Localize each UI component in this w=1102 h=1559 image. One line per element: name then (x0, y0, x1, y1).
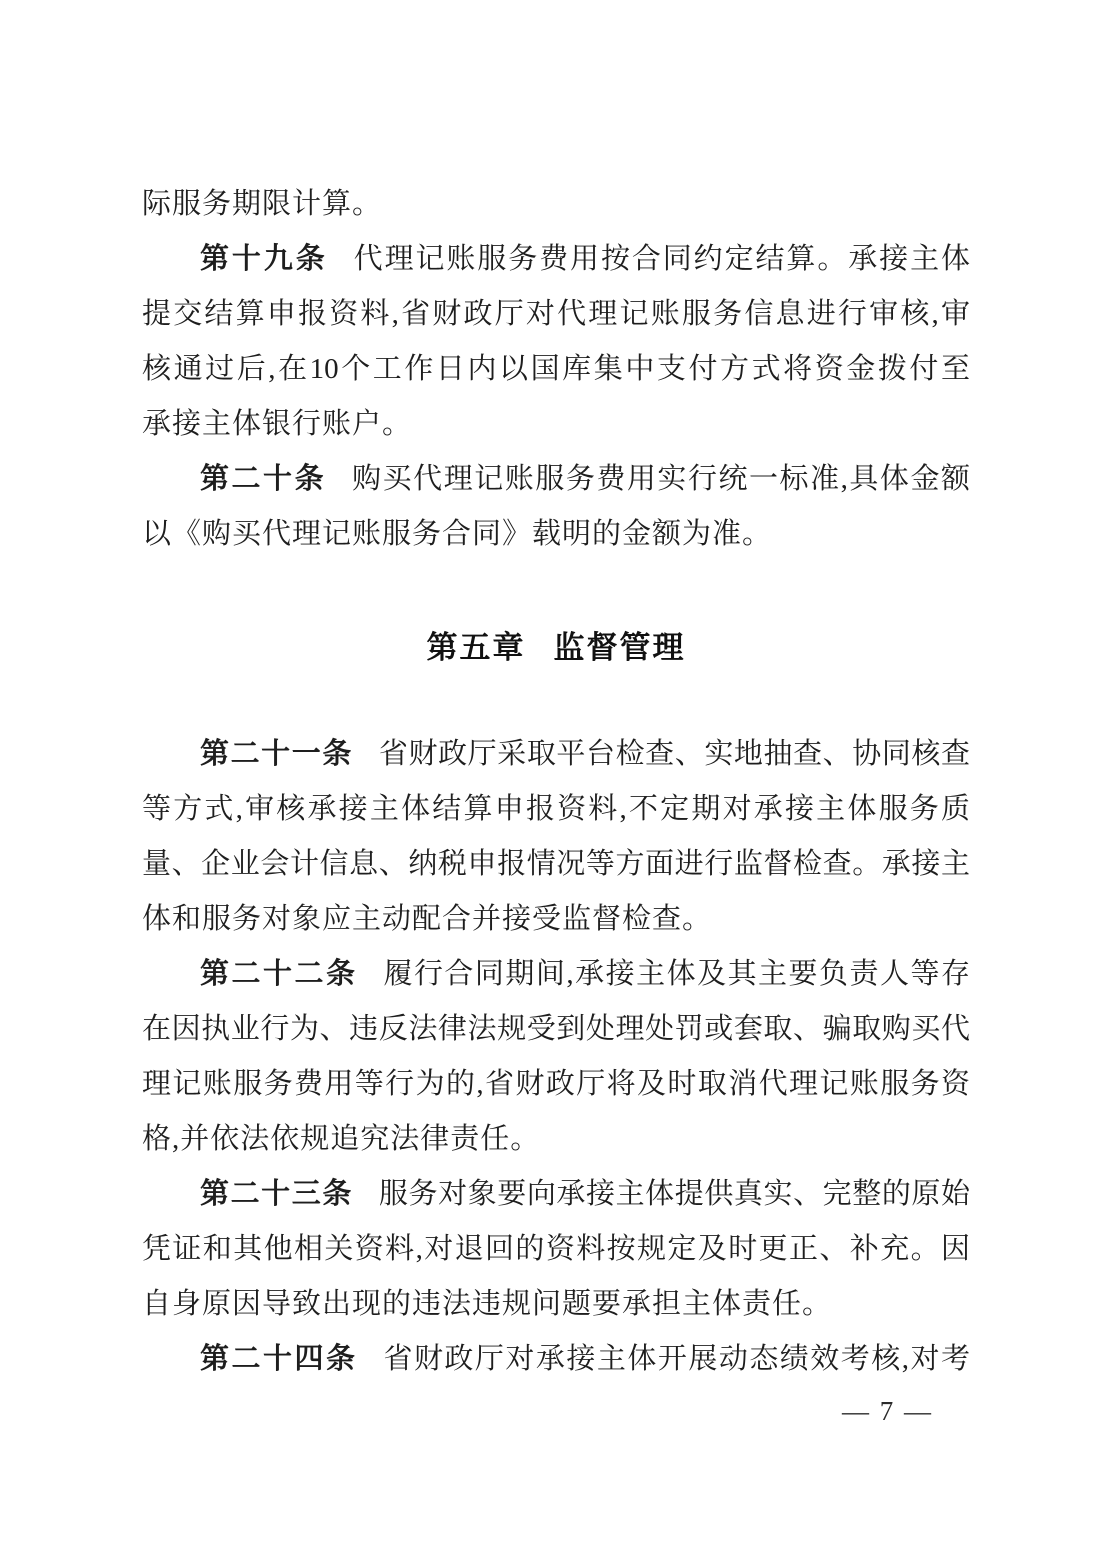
article-number-label: 第十九条 (200, 243, 328, 275)
chapter-heading (142, 562, 970, 727)
chapter-number: 第五章 (426, 630, 526, 665)
document-line-article-20 (142, 452, 970, 507)
article-number-label: 第二十二条 (200, 958, 358, 990)
document-line: 核通过后,在10个工作日内以国库集中支付方式将资金拨付至 (142, 353, 970, 385)
article-number-label: 第二十三条 (200, 1178, 353, 1210)
document-line: 提交结算申报资料,省财政厅对代理记账服务信息进行审核,审 (142, 298, 970, 330)
document-line: 等方式,审核承接主体结算申报资料,不定期对承接主体服务质 (142, 793, 970, 825)
article-number-label: 第二十一条 (200, 738, 353, 770)
document-line: 在因执业行为、违反法律法规受到处理处罚或套取、骗取购买代 (142, 1013, 970, 1045)
document-line-article-21 (142, 727, 970, 782)
document-line-article-23 (142, 1167, 970, 1222)
document-line-article-24 (142, 1332, 970, 1387)
document-line: 体和服务对象应主动配合并接受监督检查。 (142, 903, 713, 935)
page-number: — 7 — (842, 1396, 933, 1426)
article-number-label: 第二十条 (200, 463, 327, 495)
article-text: 履行合同期间,承接主体及其主要负责人等存 (383, 958, 970, 990)
article-text: 省财政厅对承接主体开展动态绩效考核,对考 (383, 1343, 970, 1375)
document-body (142, 177, 970, 1387)
document-line: 凭证和其他相关资料,对退回的资料按规定及时更正、补充。因 (142, 1233, 970, 1265)
article-text: 省财政厅采取平台检查、实地抽查、协同核查 (378, 738, 970, 770)
document-line: 自身原因导致出现的违法违规问题要承担主体责任。 (142, 1288, 833, 1320)
article-text: 代理记账服务费用按合同约定结算。承接主体 (353, 243, 970, 275)
document-line: 量、企业会计信息、纳税申报情况等方面进行监督检查。承接主 (142, 848, 970, 880)
document-line: 际服务期限计算。 (142, 188, 383, 220)
document-line: 理记账服务费用等行为的,省财政厅将及时取消代理记账服务资 (142, 1068, 970, 1100)
document-line: 承接主体银行账户。 (142, 408, 413, 440)
document-line-article-19 (142, 232, 970, 287)
document-line-article-22 (142, 947, 970, 1002)
article-text: 购买代理记账服务费用实行统一标准,具体金额 (352, 463, 970, 495)
document-line: 以《购买代理记账服务合同》载明的金额为准。 (142, 518, 773, 550)
article-number-label: 第二十四条 (200, 1343, 358, 1375)
chapter-title: 监督管理 (553, 630, 686, 665)
article-text: 服务对象要向承接主体提供真实、完整的原始 (378, 1178, 970, 1210)
document-line: 格,并依法依规追究法律责任。 (142, 1123, 541, 1155)
